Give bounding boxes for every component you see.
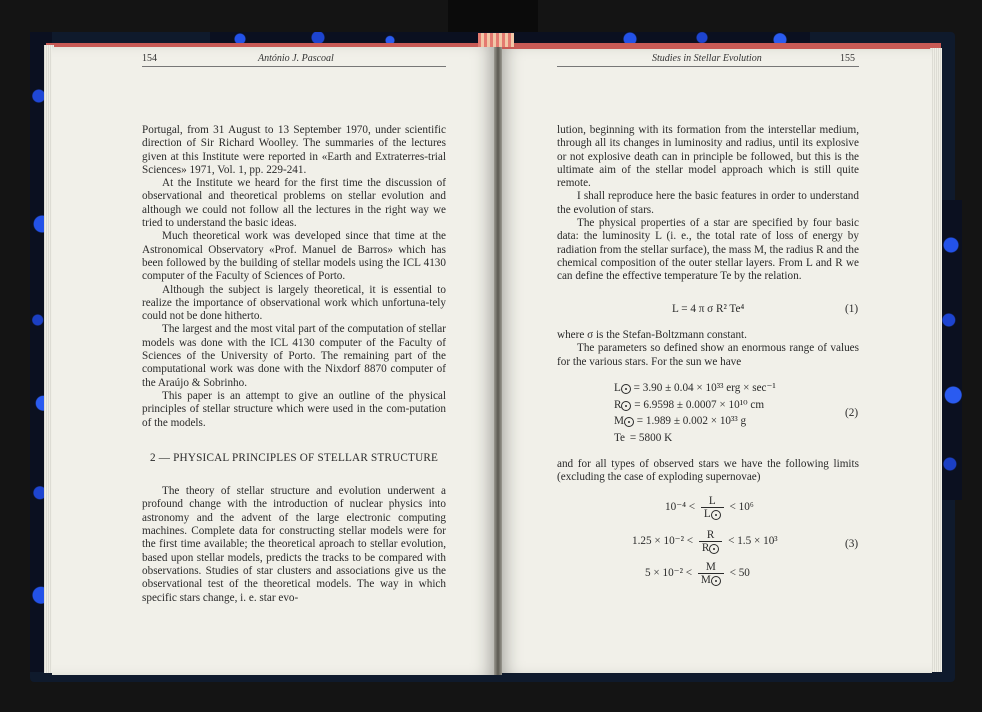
left-running-head: António J. Pascoal — [258, 53, 334, 64]
solar-radius: R = 6.9598 ± 0.0007 × 10¹⁰ cm — [614, 399, 765, 411]
paragraph: The theory of stellar structure and evolution underwent a profound change with the introduction of nuclear physics into astronomy and the advent of the large electronic computing machines. Complete data for constructing stellar models were for the first time available; the theoretical aproach to stellar evolution, based upon stellar models, predicts the tracks to be compared with observations. Studies of star clusters and associations give us the observational test of the theoretical models. The way in which specific stars change, i. e. star evo- — [142, 485, 446, 604]
paragraph: At the Institute we heard for the first time the discussion of observational and theoretical problems on stellar evolution and although we could not follow all the lectures in the right way we tried to understand the basic ideas. — [142, 177, 446, 230]
paragraph: The largest and the most vital part of the computation of stellar models was done with the ICL 4130 computer of the Faculty of Sciences of the University of Porto. The remaining part of the computational work was done with the Nixdorf 8870 computer of the Araújo & Sobrinho. — [142, 323, 446, 389]
limit-radius: 1.25 × 10⁻² < $\frac{R}{R}$ < 1.5 × 10³ — [632, 529, 778, 554]
paragraph: where σ is the Stefan-Boltzmann constant. — [557, 329, 747, 341]
right-page-body — [557, 124, 859, 284]
equation-3-number: (3) — [845, 538, 859, 550]
fraction: $\frac{R}{R}$ — [699, 529, 722, 554]
sun-symbol-icon — [711, 576, 721, 586]
paragraph: Portugal, from 31 August to 13 September 1970, under scientific direction of Sir Richard Woolley. The summaries of the lectures given at this Institute were reported in «Earth and Extraterres-trial Sciences» 1971, Vol. 1, pp. 229-241. — [142, 124, 446, 176]
right-header-rule — [557, 66, 859, 67]
paragraph: Much theoretical work was developed since that time at the Astronomical Observatory «Prof. Manuel de Barros» which has been followed by the building of stellar models using the ICL 4130 computer of the Faculty of Sciences of Porto. — [142, 230, 446, 283]
paragraph: The parameters so defined show an enormous range of values for the various stars. For the sun we have — [557, 342, 859, 368]
marbled-cover-right — [940, 200, 962, 500]
limit-luminosity: 10⁻⁴ < $\frac{L}{L}$ < 10⁶ — [665, 495, 754, 520]
equation-1: L = 4 π σ R² Te⁴ — [672, 303, 745, 315]
right-page-number: 155 — [840, 53, 855, 64]
paragraph: The physical properties of a star are specified by four basic data: the luminosity L (i. e., the total rate of loss of energy by radiation from the stellar surface), the mass M, the radius R and the chemical composition of the outer stellar layers. From L and R we can define the effective temperature Te by the relation. — [557, 217, 859, 283]
solar-luminosity: L = 3.90 ± 0.04 × 10³³ erg × sec⁻¹ — [614, 382, 776, 394]
sun-symbol-icon — [709, 544, 719, 554]
sun-symbol-icon — [621, 384, 631, 394]
fraction: $\frac{L}{L}$ — [701, 495, 724, 520]
limit-mass: 5 × 10⁻² < $\frac{M}{M}$ < 50 — [645, 561, 750, 586]
sun-symbol-icon — [621, 401, 631, 411]
right-page-mid-text — [557, 329, 859, 369]
paragraph: Although the subject is largely theoretical, it is essential to realize the importance of observational work which unfortuna-tely could not be done hitherto. — [142, 283, 446, 323]
equation-1-number: (1) — [845, 303, 859, 315]
paragraph: This paper is an attempt to give an outline of the physical principles of stellar structure which were used in the com-putation of the models. — [142, 389, 446, 429]
fraction: $\frac{M}{M}$ — [698, 561, 724, 586]
solar-mass: M = 1.989 ± 0.002 × 10³³ g — [614, 415, 747, 427]
section-title: 2 — PHYSICAL PRINCIPLES OF STELLAR STRUCTURE — [149, 451, 439, 464]
sun-symbol-icon — [711, 510, 721, 520]
left-page-number: 154 — [142, 53, 157, 64]
paragraph: I shall reproduce here the basic features in order to understand the evolution of stars. — [557, 190, 859, 216]
left-header-rule — [142, 66, 446, 67]
equation-2-number: (2) — [845, 407, 859, 419]
right-page-limits-intro — [557, 458, 859, 485]
sun-symbol-icon — [624, 417, 634, 427]
book-spine-headband — [478, 33, 514, 47]
left-page-body — [142, 124, 446, 605]
paragraph: and for all types of observed stars we have the following limits (excluding the case of exploding supernovae) — [557, 458, 859, 484]
paragraph: lution, beginning with its formation from the interstellar medium, through all its changes in luminosity and radius, until its explosive or not explosive death can in principle be followed, but this is the ultimate aim of the stellar model approach which is still quite remote. — [557, 124, 859, 190]
right-running-head: Studies in Stellar Evolution — [652, 53, 762, 64]
solar-temperature: Te = 5800 K — [614, 432, 673, 444]
book-gutter — [494, 47, 502, 675]
